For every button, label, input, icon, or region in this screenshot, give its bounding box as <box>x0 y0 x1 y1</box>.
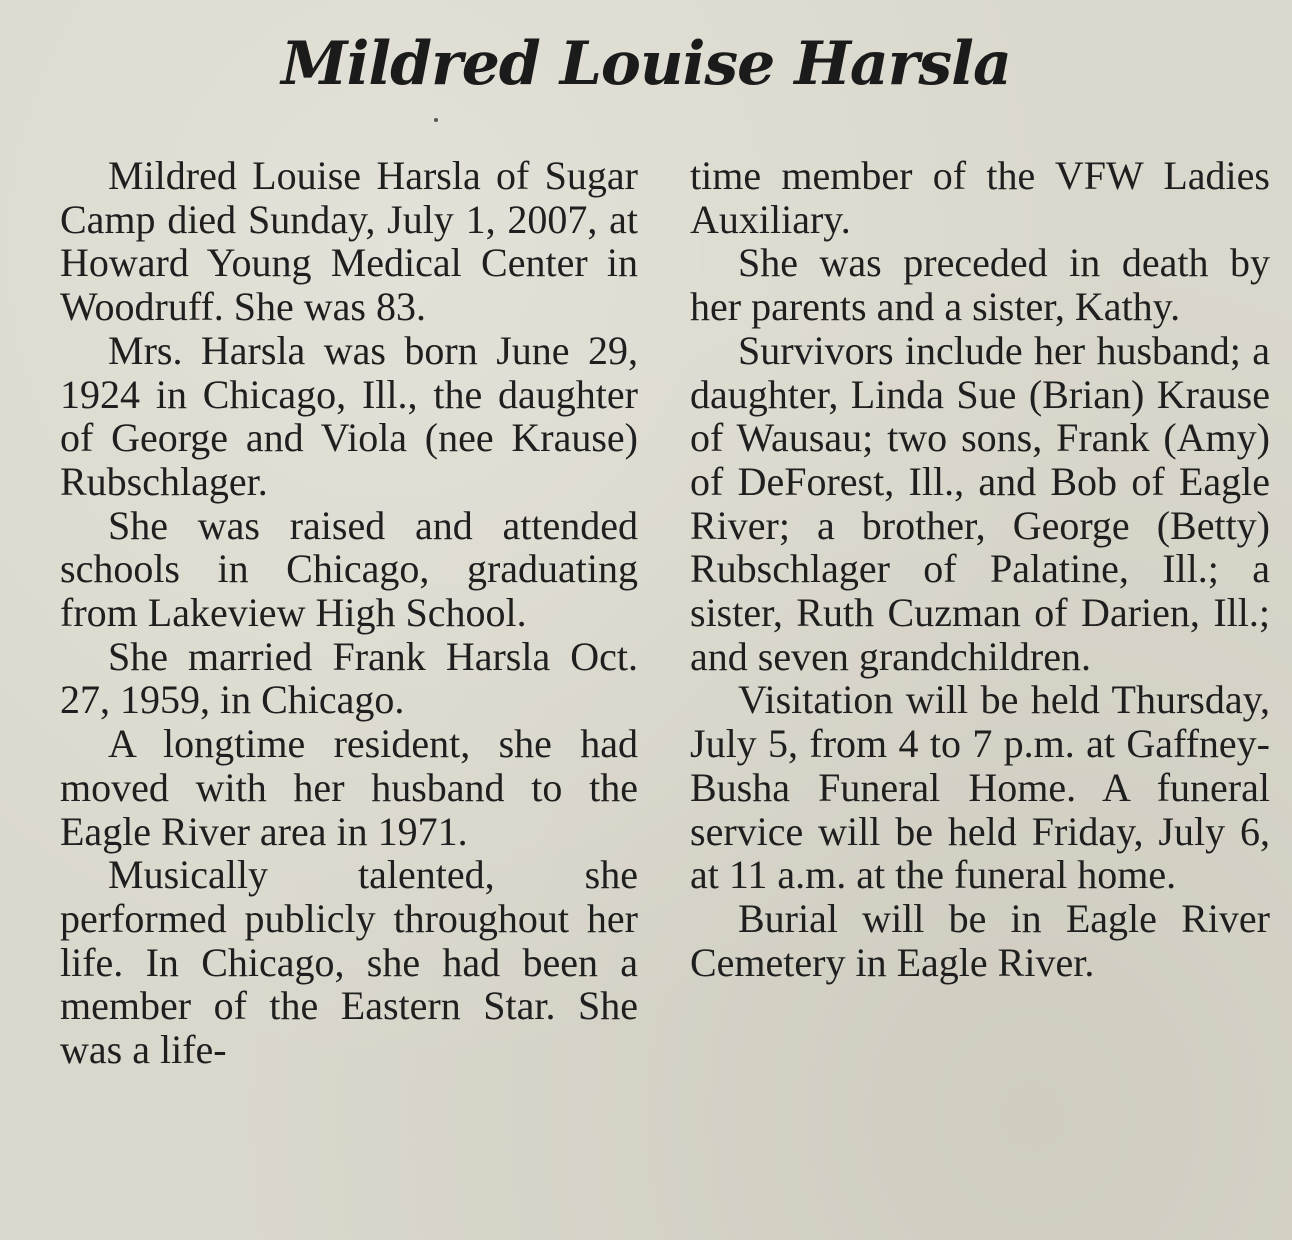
right-column <box>690 154 1270 984</box>
paragraph-residence: A longtime resident, she had moved with her husband to the Eagle River area in 1971. <box>60 721 638 854</box>
paragraph-visitation: Visitation will be held Thursday, July 5, from 4 to 7 p.m. at Gaffney-Busha Funeral Home. A funeral service will be held Friday, July 6, at 11 a.m. at the funeral home. <box>690 677 1270 898</box>
print-speck <box>434 118 438 122</box>
obituary-headline: Mildred Louise Harsla <box>281 29 1011 99</box>
paragraph-preceded: She was preceded in death by her parents and a sister, Kathy. <box>690 240 1270 330</box>
paragraph-death-notice: Mildred Louise Harsla of Sugar Camp died Sunday, July 1, 2007, at Howard Young Medical Center in Woodruff. She was 83. <box>60 153 638 330</box>
paragraph-music-continued: time member of the VFW Ladies Auxiliary. <box>690 153 1270 242</box>
paragraph-survivors: Survivors include her husband; a daughter, Linda Sue (Brian) Krause of Wausau; two sons, Frank (Amy) of DeForest, Ill., and Bob of Eagle River; a brother, George (Betty) Rubschlager of Palatine, Ill.; a sister, Ruth Cuzman of Darien, Ill.; and seven grandchildren. <box>690 327 1270 679</box>
paragraph-schooling: She was raised and attended schools in Chicago, graduating from Lakeview High School. <box>60 502 638 636</box>
paragraph-burial: Burial will be in Eagle River Cemetery in Eagle River. <box>690 895 1270 985</box>
left-column <box>60 154 638 1072</box>
paragraph-marriage: She married Frank Harsla Oct. 27, 1959, in Chicago. <box>60 633 638 723</box>
paragraph-music: Musically talented, she performed publicly throughout her life. In Chicago, she had been a member of the Eastern Star. She was a life- <box>60 852 638 1073</box>
paragraph-birth: Mrs. Harsla was born June 29, 1924 in Chicago, Ill., the daughter of George and Viola (nee Krause) Rubschlager. <box>60 327 638 504</box>
